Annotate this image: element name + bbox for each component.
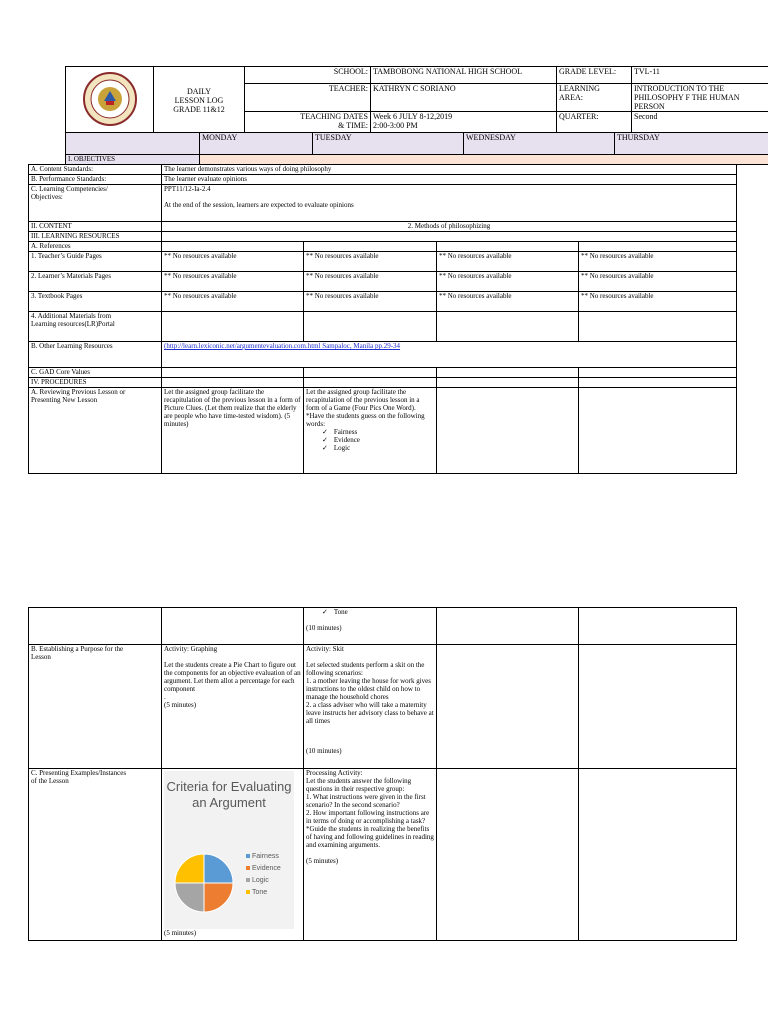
pie-chart-svg (174, 853, 234, 913)
legend-item-tone (246, 887, 281, 899)
day-wednesday: WEDNESDAY (464, 133, 615, 155)
no-resources: ** No resources available (304, 252, 437, 272)
objectives-heading: I. OBJECTIVES (66, 155, 200, 165)
legend-label: Tone (252, 889, 268, 896)
dates-label: TEACHING DATES & TIME: (245, 112, 371, 134)
legend-item-evidence (246, 863, 281, 875)
dates-value: Week 6 JULY 8-12,2019 2:00-3:00 PM (371, 112, 557, 134)
school-seal-icon (82, 71, 138, 127)
legend-swatch (246, 878, 250, 882)
no-resources: ** No resources available (162, 252, 304, 272)
legend-swatch (246, 854, 250, 858)
school-seal (66, 67, 154, 134)
other-resources-link[interactable]: (http://learn.lexiconic.net/argumentevaluation.com.html Sampaloc, Manila pp.29-34 (162, 342, 737, 368)
proc-a-label: A. Reviewing Previous Lesson or Presenting New Lesson (29, 388, 162, 474)
pie-chart (164, 771, 294, 929)
ref-teachers-guide: 1. Teacher’s Guide Pages (29, 252, 162, 272)
duration: (5 minutes) (164, 929, 197, 937)
list-item: ✓ Logic (322, 444, 434, 452)
ref-learners-materials: 2. Learner’s Materials Pages (29, 272, 162, 292)
grade-value: TVL-11 (632, 67, 768, 84)
dll-body-table (28, 164, 737, 474)
proc-b-tuesday (304, 645, 437, 769)
list-item: ✓ Tone (322, 608, 434, 616)
resources-label: III. LEARNING RESOURCES (29, 232, 162, 242)
school-value: TAMBOBONG NATIONAL HIGH SCHOOL (371, 67, 557, 84)
no-resources: ** No resources available (579, 292, 737, 312)
competencies-label: C. Learning Competencies/ Objectives: (29, 185, 162, 222)
day-monday: MONDAY (200, 133, 313, 155)
dll-page2-table (28, 607, 737, 941)
legend-swatch (246, 890, 250, 894)
proc-a-tuesday-text: Let the assigned group facilitate the recapitulation of the previous lesson in a form of a Game (Four Pics One Word). *Have the students guess on the following words: (306, 388, 425, 428)
perf-std-label: B. Performance Standards: (29, 175, 162, 185)
no-resources: ** No resources available (437, 252, 579, 272)
days-row (65, 132, 768, 155)
content-value: 2. Methods of philosophizing (162, 222, 737, 232)
perf-std-value: The learner evaluate opinions (162, 175, 737, 185)
references-label: A. References (29, 242, 162, 252)
no-resources: ** No resources available (304, 292, 437, 312)
chart-legend (246, 851, 281, 899)
no-resources: ** No resources available (437, 272, 579, 292)
ref-additional-materials: 4. Additional Materials from Learning resources(LR)Portal (29, 312, 162, 342)
duration: (10 minutes) (306, 747, 342, 755)
dll-title: DAILY LESSON LOG GRADE 11&12 (154, 67, 245, 134)
legend-item-logic (246, 875, 281, 887)
content-label: II. CONTENT (29, 222, 162, 232)
list-item: ✓ Evidence (322, 436, 434, 444)
competencies-value: PPT11/12-Ia-2.4 At the end of the session, learners are expected to evaluate opinions (162, 185, 737, 222)
pie-slice-tone (175, 854, 204, 883)
legend-item-fairness (246, 851, 281, 863)
day-tuesday: TUESDAY (313, 133, 464, 155)
pie-slice-fairness (204, 854, 233, 883)
list-item: ✓ Fairness (322, 428, 434, 436)
legend-swatch (246, 866, 250, 870)
gad-label: C. GAD Core Values (29, 368, 162, 378)
teacher-label: TEACHER: (245, 84, 371, 112)
ref-textbook: 3. Textbook Pages (29, 292, 162, 312)
no-resources: ** No resources available (579, 272, 737, 292)
school-label: SCHOOL: (245, 67, 371, 84)
chart-title: Criteria for Evaluating an Argument (166, 779, 292, 810)
procedures-label: IV. PROCEDURES (29, 378, 162, 388)
other-resources-label: B. Other Learning Resources (29, 342, 162, 368)
teacher-value: KATHRYN C SORIANO (371, 84, 557, 112)
legend-label: Logic (252, 877, 269, 884)
grade-label: GRADE LEVEL: (557, 67, 632, 84)
proc-b-tuesday-text: Activity: Skit Let selected students perform a skit on the following scenarios: 1. a mother leaving the house for work gives instructions to the oldest child on how to manage the household chores 2. a class adviser who will take a maternity leave instructs her advisory class to behave at all times (306, 645, 434, 725)
legend-label: Fairness (252, 853, 279, 860)
proc-a-tuesday (304, 388, 437, 474)
duration: (10 minutes) (306, 624, 342, 632)
content-std-label: A. Content Standards: (29, 165, 162, 175)
proc-a-monday: Let the assigned group facilitate the recapitulation of the previous lesson in a form of Picture Clues. (Let them realize that the elderly are people who have time-tested wisdom). (5 minutes) (162, 388, 304, 474)
proc-b-monday: Activity: Graphing Let the students create a Pie Chart to figure out the components for an objective evaluation of an argument. Let them allot a percentage for each component . (5 minutes) (162, 645, 304, 769)
area-label: LEARNING AREA: (557, 84, 632, 112)
day-thursday: THURSDAY (615, 133, 768, 155)
proc-b-label: B. Establishing a Purpose for the Lesson (29, 645, 162, 769)
no-resources: ** No resources available (579, 252, 737, 272)
proc-c-tuesday: Processing Activity: Let the students answer the following questions in their respective group: 1. What instructions were given in the first scenario? In the second scenario? 2. How important following instructions are in terms of doing or accomplishing a task? *Guide the students in realizing the benefits of having and following guidelines in reading and examining arguments. (5 minutes) (304, 769, 437, 941)
proc-c-label: C. Presenting Examples/Instances of the Lesson (29, 769, 162, 941)
quarter-value: Second (632, 112, 768, 134)
no-resources: ** No resources available (304, 272, 437, 292)
proc-c-monday (162, 769, 304, 941)
header-table (65, 66, 768, 134)
proc-a-continued (304, 608, 437, 645)
no-resources: ** No resources available (162, 272, 304, 292)
pie-slice-logic (175, 883, 204, 912)
area-value: INTRODUCTION TO THE PHILOSOPHY F THE HUMAN PERSON (632, 84, 768, 112)
objectives-fill (200, 155, 768, 165)
no-resources: ** No resources available (437, 292, 579, 312)
quarter-label: QUARTER: (557, 112, 632, 134)
days-spacer (66, 133, 200, 155)
legend-label: Evidence (252, 865, 281, 872)
content-std-value: The learner demonstrates various ways of doing philosophy (162, 165, 737, 175)
proc-a-word-list (306, 428, 434, 452)
pie-slice-evidence (204, 883, 233, 912)
no-resources: ** No resources available (162, 292, 304, 312)
